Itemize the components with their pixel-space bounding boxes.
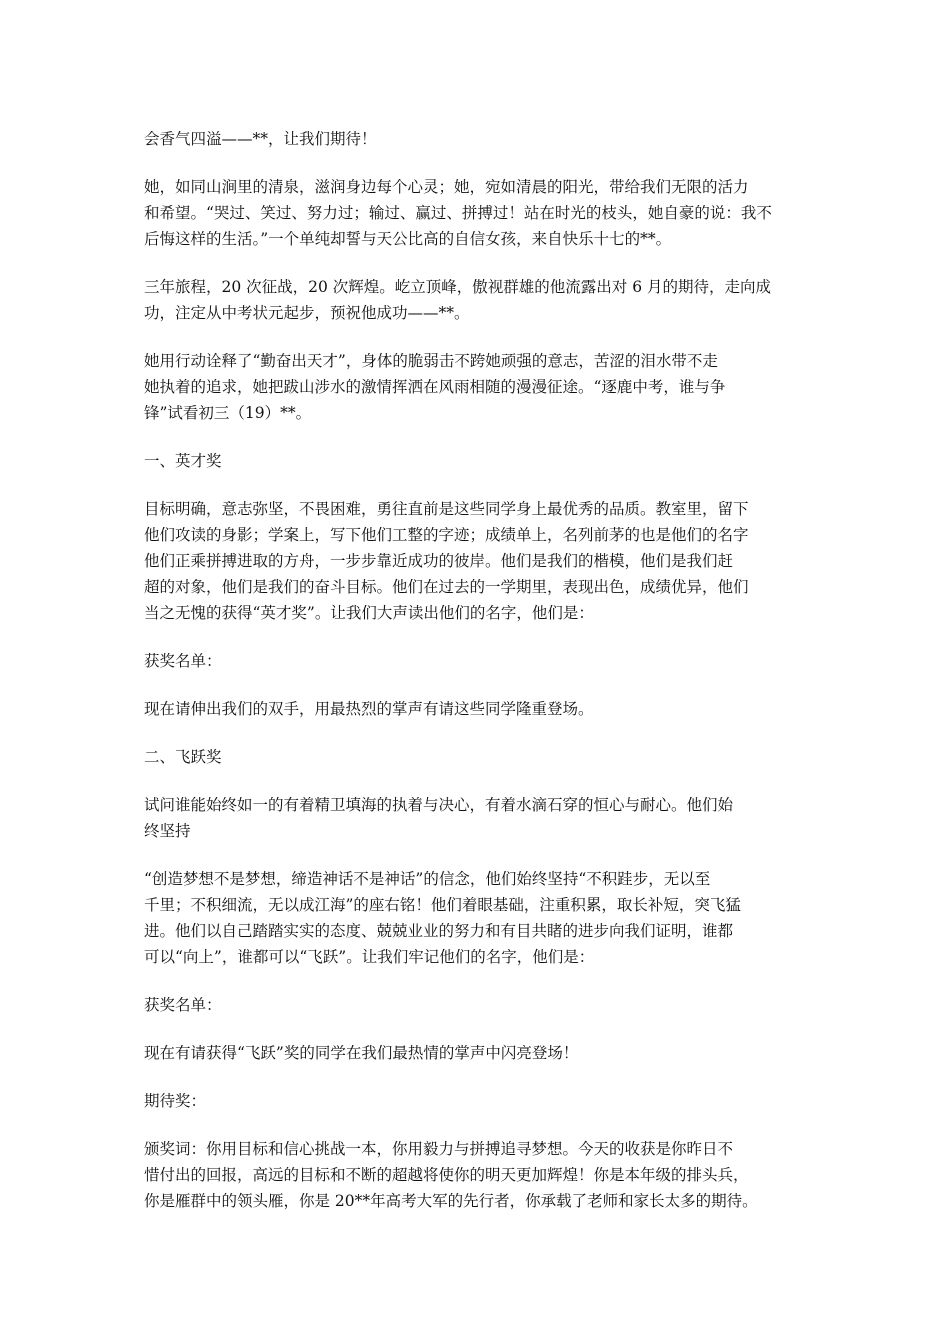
paragraph [144,348,824,426]
paragraph [144,1136,824,1214]
text-line: 当之无愧的获得“英才奖”。让我们大声读出他们的名字，他们是： [144,604,594,622]
paragraph [144,992,824,1018]
text-line: 二、飞跃奖 [144,748,222,766]
text-line: 现在请伸出我们的双手，用最热烈的掌声有请这些同学隆重登场。 [144,700,594,718]
paragraph [144,792,824,844]
text-line: 他们攻读的身影；学案上，写下他们工整的字迹；成绩单上，名列前茅的也是他们的名字 [144,526,749,544]
text-line: 她，如同山涧里的清泉，滋润身边每个心灵；她，宛如清晨的阳光，带给我们无限的活力 [144,178,749,196]
text-line: “创造梦想不是梦想，缔造神话不是神话”的信念，他们始终坚持“不积跬步，无以至 [144,870,711,888]
paragraph [144,496,824,626]
text-line: 惜付出的回报，高远的目标和不断的超越将使你的明天更加辉煌！你是本年级的排头兵， [144,1166,749,1184]
text-line: 后悔这样的生活。”一个单纯却誓与天公比高的自信女孩，来自快乐十七的**。 [144,230,672,248]
document-body [144,126,824,1236]
text-line: 颁奖词：你用目标和信心挑战一本，你用毅力与拼搏追寻梦想。今天的收获是你昨日不 [144,1140,734,1158]
paragraph [144,174,824,252]
text-line: 你是雁群中的领头雁，你是 20**年高考大军的先行者，你承载了老师和家长太多的期待。 [144,1192,758,1210]
text-line: 进。他们以自己踏踏实实的态度、兢兢业业的努力和有目共睹的进步向我们证明，谁都 [144,922,734,940]
paragraph [144,126,824,152]
paragraph [144,1088,824,1114]
paragraph [144,448,824,474]
text-line: 期待奖： [144,1092,207,1110]
text-line: 一、英才奖 [144,452,222,470]
paragraph [144,648,824,674]
text-line: 千里；不积细流，无以成江海”的座右铭！他们着眼基础，注重积累，取长补短，突飞猛 [144,896,741,914]
text-line: 她用行动诠释了“勤奋出天才”，身体的脆弱击不跨她顽强的意志，苦涩的泪水带不走 [144,352,718,370]
text-line: 试问谁能始终如一的有着精卫填海的执着与决心，有着水滴石穿的恒心与耐心。他们始 [144,796,734,814]
paragraph [144,744,824,770]
text-line: 他们正乘拼搏进取的方舟，一步步靠近成功的彼岸。他们是我们的楷模，他们是我们赶 [144,552,734,570]
paragraph [144,274,824,326]
text-line: 三年旅程，20 次征战，20 次辉煌。屹立顶峰，傲视群雄的他流露出对 6 月的期待，走向成 [144,278,772,296]
paragraph [144,1040,824,1066]
text-line: 获奖名单： [144,996,222,1014]
text-line: 可以“向上”，谁都可以“飞跃”。让我们牢记他们的名字，他们是： [144,948,595,966]
text-line: 功，注定从中考状元起步，预祝他成功——**。 [144,304,470,322]
text-line: 目标明确，意志弥坚，不畏困难，勇往直前是这些同学身上最优秀的品质。教室里，留下 [144,500,749,518]
text-line: 和希望。“哭过、笑过、努力过；输过、赢过、拼搏过！站在时光的枝头，她自豪的说：我不 [144,204,772,222]
text-line: 会香气四溢——**，让我们期待！ [144,130,377,148]
text-line: 锋”试看初三（19）**。 [144,404,312,422]
text-line: 现在有请获得“飞跃”奖的同学在我们最热情的掌声中闪亮登场！ [144,1044,579,1062]
paragraph [144,696,824,722]
paragraph [144,866,824,970]
text-line: 终坚持 [144,822,191,840]
text-line: 超的对象，他们是我们的奋斗目标。他们在过去的一学期里，表现出色，成绩优异，他们 [144,578,749,596]
text-line: 获奖名单： [144,652,222,670]
text-line: 她执着的追求，她把跋山涉水的激情挥洒在风雨相随的漫漫征途。“逐鹿中考，谁与争 [144,378,726,396]
